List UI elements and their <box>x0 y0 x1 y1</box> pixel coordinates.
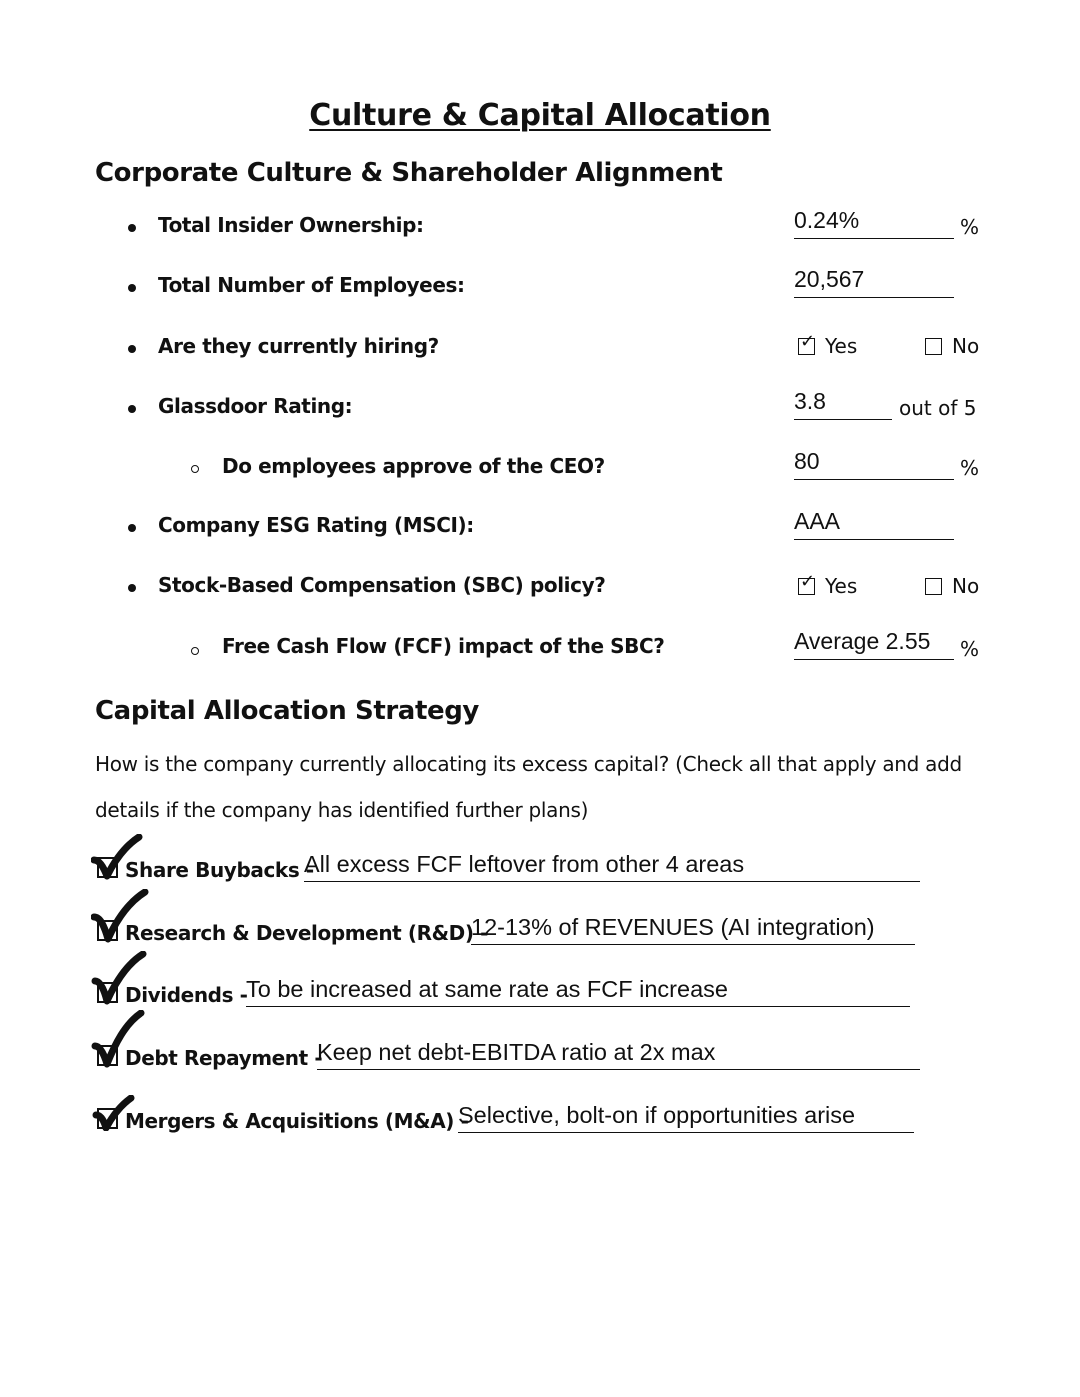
rnd-field[interactable] <box>471 914 915 945</box>
sub-bullet <box>191 647 199 655</box>
ma-field[interactable] <box>458 1102 914 1133</box>
debt-field[interactable] <box>317 1039 920 1070</box>
glassdoor-label: Glassdoor Rating: <box>158 394 353 418</box>
check-icon: ✓ <box>800 570 816 592</box>
ceo-approval-field[interactable] <box>794 449 954 480</box>
checkbox-box <box>798 570 816 595</box>
allocation-item-buybacks[interactable] <box>97 842 922 882</box>
dividends-value: To be increased at same rate as FCF increase <box>246 976 728 1002</box>
bullet <box>128 524 136 532</box>
sbc-policy-label: Stock-Based Compensation (SBC) policy? <box>158 573 606 597</box>
capital-heading: Capital Allocation Strategy <box>95 696 479 726</box>
hiring-no-checkbox[interactable] <box>925 334 979 358</box>
glassdoor-unit: out of 5 <box>899 396 977 420</box>
bullet <box>128 224 136 232</box>
bullet <box>128 584 136 592</box>
insider-ownership-value: 0.24% <box>794 207 860 233</box>
sbc-yes-checkbox[interactable] <box>798 570 858 598</box>
allocation-item-rnd[interactable] <box>97 905 922 945</box>
allocation-item-dividends[interactable] <box>97 967 922 1007</box>
checkbox-box <box>798 330 816 355</box>
dividends-label: Dividends - <box>125 983 248 1007</box>
hiring-yes-label: Yes <box>825 334 858 358</box>
hiring-label: Are they currently hiring? <box>158 334 439 358</box>
glassdoor-field[interactable] <box>794 389 892 420</box>
bullet <box>128 405 136 413</box>
culture-heading: Corporate Culture & Shareholder Alignment <box>95 158 723 188</box>
dividends-field[interactable] <box>246 976 910 1007</box>
ma-label: Mergers & Acquisitions (M&A) - <box>125 1109 469 1133</box>
buybacks-field[interactable] <box>304 851 920 882</box>
check-icon: ✓ <box>800 330 816 352</box>
checkbox-box <box>925 578 942 595</box>
debt-value: Keep net debt-EBITDA ratio at 2x max <box>317 1039 716 1065</box>
bullet <box>128 284 136 292</box>
insider-ownership-unit: % <box>960 215 980 239</box>
allocation-item-debt[interactable] <box>97 1030 922 1070</box>
insider-ownership-field[interactable] <box>794 208 954 239</box>
fcf-impact-value: Average 2.55 <box>794 628 931 654</box>
sbc-yes-label: Yes <box>825 574 858 598</box>
capital-prompt-line-2: details if the company has identified further plans) <box>95 798 589 822</box>
rnd-value: 12-13% of REVENUES (AI integration) <box>471 914 875 940</box>
capital-prompt <box>95 741 995 833</box>
esg-value: AAA <box>794 508 841 534</box>
ma-value: Selective, bolt-on if opportunities arise <box>458 1102 856 1128</box>
fcf-impact-label: Free Cash Flow (FCF) impact of the SBC? <box>222 634 665 658</box>
fcf-impact-unit: % <box>960 637 980 661</box>
ceo-approval-unit: % <box>960 456 980 480</box>
debt-label: Debt Repayment - <box>125 1046 323 1070</box>
buybacks-value: All excess FCF leftover from other 4 areas <box>304 851 745 877</box>
glassdoor-value: 3.8 <box>794 388 826 414</box>
sbc-no-label: No <box>952 574 980 598</box>
allocation-item-ma[interactable] <box>97 1093 922 1133</box>
hiring-yes-checkbox[interactable] <box>798 330 858 358</box>
ceo-approval-value: 80 <box>794 448 820 474</box>
hiring-no-label: No <box>952 334 980 358</box>
buybacks-label: Share Buybacks - <box>125 858 314 882</box>
employees-value: 20,567 <box>794 266 865 292</box>
insider-ownership-label: Total Insider Ownership: <box>158 213 424 237</box>
rnd-label: Research & Development (R&D) - <box>125 921 489 945</box>
esg-label: Company ESG Rating (MSCI): <box>158 513 474 537</box>
capital-prompt-line-1: How is the company currently allocating its excess capital? (Check all that apply and add <box>95 752 962 776</box>
sbc-no-checkbox[interactable] <box>925 574 979 598</box>
checkbox-box <box>925 338 942 355</box>
esg-field[interactable] <box>794 509 954 540</box>
employees-field[interactable] <box>794 267 954 298</box>
sub-bullet <box>191 465 199 473</box>
ceo-approval-label: Do employees approve of the CEO? <box>222 454 605 478</box>
fcf-impact-field[interactable] <box>794 629 954 660</box>
page-title: Culture & Capital Allocation <box>309 98 771 133</box>
employees-label: Total Number of Employees: <box>158 273 465 297</box>
bullet <box>128 345 136 353</box>
